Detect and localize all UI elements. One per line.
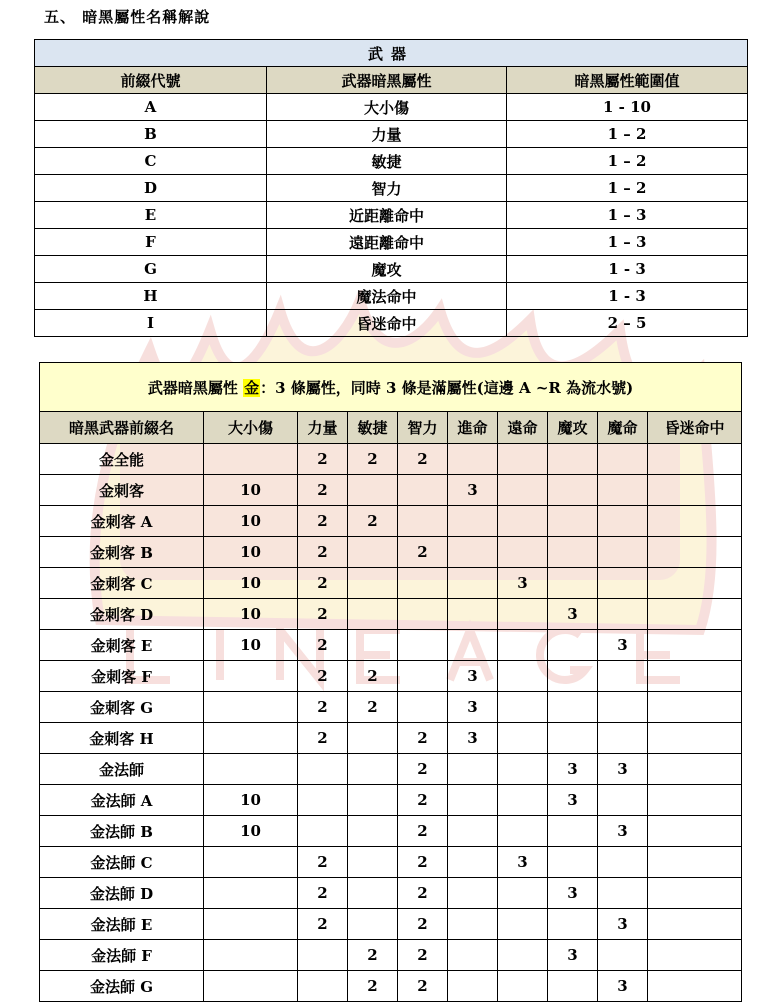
table-cell: 10 <box>204 816 298 847</box>
table-cell: 2 <box>298 444 348 475</box>
table-cell <box>498 661 548 692</box>
table-cell <box>448 444 498 475</box>
table-cell: 2 <box>348 971 398 1002</box>
table-cell <box>498 723 548 754</box>
table-cell: 3 <box>448 475 498 506</box>
table-cell <box>448 971 498 1002</box>
table-cell: 遠距離命中 <box>267 229 507 256</box>
table-cell <box>498 940 548 971</box>
table-cell <box>598 661 648 692</box>
table-cell: 2 <box>398 723 448 754</box>
table-cell <box>298 971 348 1002</box>
table-cell: 2 <box>348 506 398 537</box>
weapon-table-header: 前綴代號 <box>35 67 267 94</box>
weapon-prefix-name: 金刺客 D <box>40 599 204 630</box>
gold-table-header: 智力 <box>398 412 448 444</box>
table-cell: C <box>35 148 267 175</box>
weapon-prefix-name: 金法師 G <box>40 971 204 1002</box>
table-cell <box>204 971 298 1002</box>
gold-table-header: 魔命 <box>598 412 648 444</box>
table-cell <box>548 506 598 537</box>
weapon-prefix-name: 金法師 C <box>40 847 204 878</box>
weapon-prefix-name: 金法師 A <box>40 785 204 816</box>
table-row <box>40 909 742 940</box>
weapon-prefix-name: 金刺客 F <box>40 661 204 692</box>
table-cell <box>648 785 742 816</box>
table-row <box>35 121 748 148</box>
weapon-prefix-name: 金刺客 <box>40 475 204 506</box>
table-cell: E <box>35 202 267 229</box>
table-cell: 2 <box>398 847 448 878</box>
table-row <box>35 229 748 256</box>
table-cell <box>204 661 298 692</box>
table-cell <box>598 444 648 475</box>
table-cell <box>498 785 548 816</box>
table-row <box>40 816 742 847</box>
table-cell <box>398 475 448 506</box>
table-cell: 3 <box>448 661 498 692</box>
table-cell: 3 <box>498 847 548 878</box>
table-cell: 2 <box>348 444 398 475</box>
table-cell <box>498 506 548 537</box>
table-cell: D <box>35 175 267 202</box>
table-cell: 2 <box>348 661 398 692</box>
table-cell: 10 <box>204 568 298 599</box>
table-cell <box>648 475 742 506</box>
weapon-table-header: 武器暗黑屬性 <box>267 67 507 94</box>
gold-table-header: 魔攻 <box>548 412 598 444</box>
table-cell <box>648 599 742 630</box>
gold-title-highlight: 金 <box>244 378 260 397</box>
table-cell <box>548 568 598 599</box>
table-cell <box>498 909 548 940</box>
table-cell <box>548 475 598 506</box>
weapon-prefix-name: 金刺客 A <box>40 506 204 537</box>
table-row <box>35 283 748 310</box>
table-cell <box>498 444 548 475</box>
table-cell <box>398 692 448 723</box>
table-cell: 1 - 10 <box>507 94 748 121</box>
table-cell: 3 <box>598 971 648 1002</box>
table-cell: 2 <box>398 940 448 971</box>
weapon-prefix-name: 金刺客 H <box>40 723 204 754</box>
table-cell: 2 <box>298 723 348 754</box>
table-row <box>40 630 742 661</box>
table-cell <box>648 568 742 599</box>
table-cell <box>348 754 398 785</box>
table-cell <box>648 444 742 475</box>
table-row <box>40 475 742 506</box>
table-cell <box>348 630 398 661</box>
table-cell <box>598 940 648 971</box>
table-cell <box>498 537 548 568</box>
table-cell <box>598 568 648 599</box>
table-cell: 昏迷命中 <box>267 310 507 337</box>
table-cell: 10 <box>204 475 298 506</box>
table-cell <box>548 444 598 475</box>
gold-table-header: 暗黑武器前綴名 <box>40 412 204 444</box>
table-cell: 10 <box>204 506 298 537</box>
table-cell <box>498 599 548 630</box>
table-cell <box>298 816 348 847</box>
table-cell <box>448 599 498 630</box>
table-cell <box>648 723 742 754</box>
table-cell <box>648 506 742 537</box>
table-cell: 1 - 3 <box>507 256 748 283</box>
weapon-prefix-name: 金全能 <box>40 444 204 475</box>
gold-table-title <box>40 363 742 412</box>
table-cell <box>548 847 598 878</box>
table-cell: H <box>35 283 267 310</box>
table-cell <box>648 816 742 847</box>
table-row <box>40 971 742 1002</box>
table-cell <box>548 909 598 940</box>
table-cell <box>348 847 398 878</box>
table-cell <box>598 475 648 506</box>
table-cell: 3 <box>598 909 648 940</box>
table-row <box>35 310 748 337</box>
table-cell: 2 <box>298 506 348 537</box>
gold-table-header: 敏捷 <box>348 412 398 444</box>
weapon-prefix-name: 金法師 E <box>40 909 204 940</box>
table-row <box>40 878 742 909</box>
table-cell <box>598 506 648 537</box>
table-cell <box>398 599 448 630</box>
table-cell <box>448 878 498 909</box>
weapon-prefix-name: 金刺客 B <box>40 537 204 568</box>
table-cell <box>598 847 648 878</box>
table-cell <box>598 599 648 630</box>
weapon-prefix-name: 金刺客 C <box>40 568 204 599</box>
table-row <box>35 94 748 121</box>
table-cell <box>204 444 298 475</box>
table-cell: 10 <box>204 537 298 568</box>
table-cell: I <box>35 310 267 337</box>
table-cell: 2 – 5 <box>507 310 748 337</box>
table-cell <box>348 723 398 754</box>
table-cell <box>648 754 742 785</box>
table-cell <box>548 723 598 754</box>
table-cell <box>204 909 298 940</box>
table-row <box>40 785 742 816</box>
table-row <box>40 506 742 537</box>
table-cell: 1 – 3 <box>507 202 748 229</box>
table-cell <box>598 878 648 909</box>
table-cell <box>448 847 498 878</box>
table-row <box>35 175 748 202</box>
table-cell: 敏捷 <box>267 148 507 175</box>
table-cell: 力量 <box>267 121 507 148</box>
table-cell <box>548 661 598 692</box>
table-row <box>40 537 742 568</box>
table-cell: 3 <box>548 599 598 630</box>
table-cell: 1 – 2 <box>507 121 748 148</box>
table-cell: 近距離命中 <box>267 202 507 229</box>
gold-table-header: 昏迷命中 <box>648 412 742 444</box>
table-cell: 2 <box>398 816 448 847</box>
table-cell <box>298 754 348 785</box>
table-cell: 3 <box>598 754 648 785</box>
table-cell <box>204 692 298 723</box>
table-cell: 3 <box>498 568 548 599</box>
weapon-prefix-name: 金法師 D <box>40 878 204 909</box>
table-cell: 2 <box>298 878 348 909</box>
weapon-prefix-name: 金刺客 E <box>40 630 204 661</box>
table-cell: 2 <box>298 909 348 940</box>
section-title: 五、 暗黑屬性名稱解說 <box>44 8 211 26</box>
table-cell <box>448 754 498 785</box>
table-row <box>40 754 742 785</box>
table-cell <box>348 785 398 816</box>
table-cell <box>204 940 298 971</box>
table-row <box>40 568 742 599</box>
weapon-prefix-name: 金法師 F <box>40 940 204 971</box>
table-cell: 智力 <box>267 175 507 202</box>
table-cell <box>348 878 398 909</box>
gold-table-header: 遠命 <box>498 412 548 444</box>
table-cell <box>398 506 448 537</box>
table-cell <box>348 537 398 568</box>
table-cell: 2 <box>298 537 348 568</box>
table-row <box>35 148 748 175</box>
table-cell <box>498 754 548 785</box>
table-cell: 2 <box>298 568 348 599</box>
table-cell: 10 <box>204 599 298 630</box>
table-cell: 1 – 2 <box>507 148 748 175</box>
table-cell: 10 <box>204 630 298 661</box>
table-row <box>40 661 742 692</box>
table-cell <box>498 475 548 506</box>
table-cell <box>648 878 742 909</box>
table-cell <box>348 475 398 506</box>
table-cell <box>548 816 598 847</box>
table-cell <box>648 909 742 940</box>
table-row <box>40 723 742 754</box>
table-cell <box>398 630 448 661</box>
table-row <box>40 599 742 630</box>
table-cell: 2 <box>398 444 448 475</box>
table-cell <box>204 878 298 909</box>
table-cell: 2 <box>398 785 448 816</box>
table-cell <box>498 878 548 909</box>
table-cell <box>598 785 648 816</box>
table-cell: 2 <box>298 630 348 661</box>
table-cell <box>648 940 742 971</box>
table-cell: 3 <box>598 816 648 847</box>
table-cell <box>498 816 548 847</box>
table-cell: 1 - 3 <box>507 283 748 310</box>
table-cell: 3 <box>548 940 598 971</box>
table-cell <box>448 909 498 940</box>
table-cell <box>498 971 548 1002</box>
table-cell <box>598 692 648 723</box>
table-cell: 10 <box>204 785 298 816</box>
gold-table-header: 大小傷 <box>204 412 298 444</box>
table-row <box>40 692 742 723</box>
table-cell <box>548 630 598 661</box>
table-cell: 3 <box>548 785 598 816</box>
table-cell: 2 <box>348 940 398 971</box>
table-cell: 2 <box>398 971 448 1002</box>
table-cell <box>204 754 298 785</box>
table-cell: 魔攻 <box>267 256 507 283</box>
weapon-prefix-name: 金刺客 G <box>40 692 204 723</box>
table-cell: 1 – 3 <box>507 229 748 256</box>
table-cell <box>448 940 498 971</box>
table-cell: 2 <box>298 692 348 723</box>
table-cell <box>648 537 742 568</box>
table-cell: 魔法命中 <box>267 283 507 310</box>
gold-weapon-table <box>39 362 742 1002</box>
table-cell: G <box>35 256 267 283</box>
table-cell: 2 <box>398 909 448 940</box>
table-cell <box>448 537 498 568</box>
table-cell <box>204 723 298 754</box>
table-cell: 3 <box>548 878 598 909</box>
weapon-table-header: 暗黑屬性範圍值 <box>507 67 748 94</box>
table-cell: 2 <box>298 847 348 878</box>
table-cell <box>548 537 598 568</box>
table-cell <box>448 568 498 599</box>
weapon-prefix-name: 金法師 <box>40 754 204 785</box>
table-cell: 3 <box>548 754 598 785</box>
table-cell: 2 <box>398 537 448 568</box>
table-cell <box>548 692 598 723</box>
table-cell: 2 <box>298 599 348 630</box>
table-cell: 2 <box>398 878 448 909</box>
table-cell: 3 <box>448 692 498 723</box>
table-cell <box>648 692 742 723</box>
table-cell: 2 <box>398 754 448 785</box>
table-cell <box>348 816 398 847</box>
table-cell: F <box>35 229 267 256</box>
table-cell <box>348 909 398 940</box>
table-cell <box>498 630 548 661</box>
table-row <box>40 847 742 878</box>
table-cell <box>298 940 348 971</box>
table-cell <box>348 599 398 630</box>
table-cell <box>448 816 498 847</box>
table-row <box>35 256 748 283</box>
table-cell <box>648 971 742 1002</box>
table-cell <box>398 568 448 599</box>
table-cell <box>348 568 398 599</box>
gold-title-suffix: ：3 條屬性，同時 3 條是滿屬性(這邊 A ~R 為流水號) <box>260 378 634 397</box>
table-cell <box>398 661 448 692</box>
table-cell: A <box>35 94 267 121</box>
gold-table-header: 力量 <box>298 412 348 444</box>
table-cell <box>448 506 498 537</box>
table-cell <box>298 785 348 816</box>
table-cell <box>448 785 498 816</box>
table-cell: B <box>35 121 267 148</box>
table-cell <box>204 847 298 878</box>
table-cell <box>448 630 498 661</box>
weapon-table-title: 武器 <box>35 40 748 67</box>
table-cell <box>648 661 742 692</box>
table-cell <box>598 723 648 754</box>
gold-title-prefix: 武器暗黑屬性 <box>147 378 244 397</box>
table-row <box>35 202 748 229</box>
table-cell: 大小傷 <box>267 94 507 121</box>
table-cell <box>498 692 548 723</box>
weapon-prefix-name: 金法師 B <box>40 816 204 847</box>
table-cell: 1 – 2 <box>507 175 748 202</box>
table-cell <box>548 971 598 1002</box>
table-cell: 2 <box>298 661 348 692</box>
table-cell <box>648 630 742 661</box>
table-row <box>40 940 742 971</box>
table-cell <box>598 537 648 568</box>
gold-table-header: 進命 <box>448 412 498 444</box>
table-row <box>40 444 742 475</box>
weapon-attribute-table <box>34 39 748 337</box>
table-cell: 3 <box>448 723 498 754</box>
table-cell: 2 <box>348 692 398 723</box>
table-cell <box>648 847 742 878</box>
table-cell: 2 <box>298 475 348 506</box>
table-cell: 3 <box>598 630 648 661</box>
